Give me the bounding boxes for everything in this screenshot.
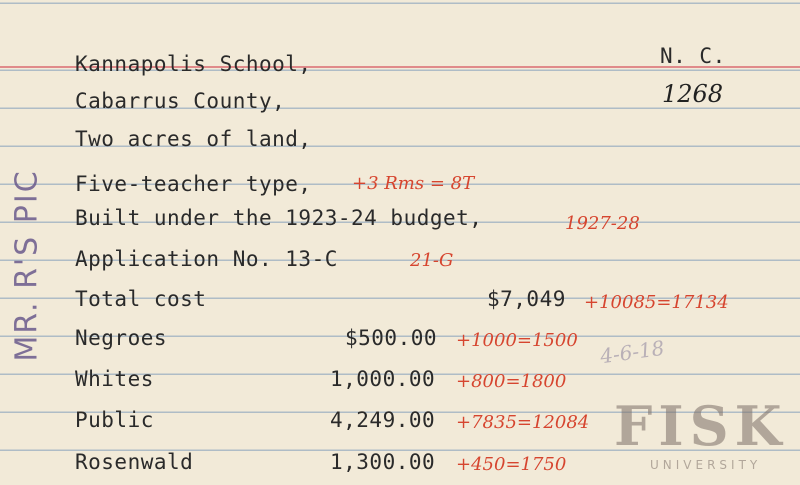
county-line: Cabarrus County,: [75, 89, 286, 113]
fisk-logo-text: FISK: [614, 395, 788, 458]
land-line: Two acres of land,: [75, 127, 312, 151]
total-cost-annotation: +10085=17134: [584, 292, 729, 313]
total-cost-label: Total cost: [75, 287, 207, 311]
application-annotation: 21-G: [410, 250, 454, 271]
public-label: Public: [75, 408, 154, 432]
stamp: [4, 150, 50, 380]
negroes-annotation: +1000=1500: [456, 330, 578, 351]
application-line: Application No. 13-C: [75, 247, 338, 271]
total-cost-value: $7,049: [487, 287, 566, 311]
stamp-text: MR. R'S PIC: [9, 168, 45, 362]
school-line: Kannapolis School,: [75, 52, 312, 76]
type-annotation: +3 Rms = 8T: [352, 173, 475, 194]
fisk-university-logo: [610, 395, 795, 475]
rosenwald-label: Rosenwald: [75, 450, 194, 474]
fisk-logo-subtext: UNIVERSITY: [650, 458, 762, 472]
negroes-value: $500.00: [345, 326, 438, 350]
budget-line: Built under the 1923-24 budget,: [75, 206, 483, 230]
whites-label: Whites: [75, 367, 154, 391]
faint-date: 4-6-18: [598, 335, 666, 369]
public-value: 4,249.00: [330, 408, 436, 432]
rosenwald-annotation: +450=1750: [456, 454, 567, 475]
card-number: 1268: [662, 80, 724, 108]
whites-value: 1,000.00: [330, 367, 436, 391]
state-label: N. C.: [660, 44, 726, 68]
whites-annotation: +800=1800: [456, 371, 567, 392]
rosenwald-value: 1,300.00: [330, 450, 436, 474]
type-line: Five-teacher type,: [75, 172, 312, 196]
budget-annotation: 1927-28: [565, 213, 640, 234]
negroes-label: Negroes: [75, 326, 168, 350]
public-annotation: +7835=12084: [456, 412, 590, 433]
